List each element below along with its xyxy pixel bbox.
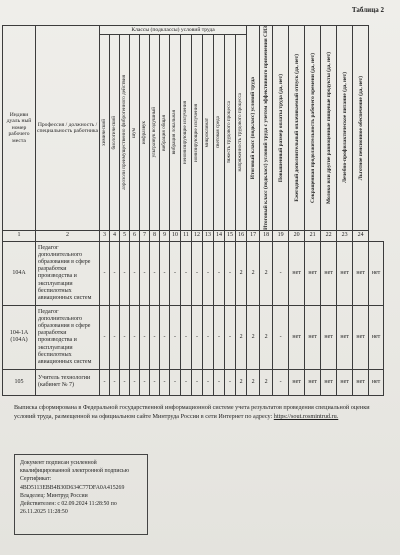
column-numbers-row xyxy=(3,230,384,241)
result-cell: нет xyxy=(321,305,337,369)
table-row xyxy=(3,305,384,369)
factor-cell: - xyxy=(225,369,236,395)
header-factor-9: ионизирующие излучения xyxy=(192,35,203,231)
result-cell: нет xyxy=(289,241,305,305)
factor-cell: - xyxy=(214,241,225,305)
result-cell: 2 xyxy=(247,369,260,395)
result-cell: нет xyxy=(289,369,305,395)
row-id: 104А xyxy=(3,241,36,305)
header-factor-5: ультразвук воздушный xyxy=(150,35,160,231)
footer-link[interactable]: https://sout.rosmintrud.ru. xyxy=(273,412,339,420)
factor-cell: - xyxy=(130,241,140,305)
row-profession: Учитель технологии (кабинет № 7) xyxy=(36,369,100,395)
col-num: 21 xyxy=(305,230,321,241)
result-cell: нет xyxy=(337,369,353,395)
table-caption: Таблица 2 xyxy=(351,6,384,14)
factor-cell: - xyxy=(181,241,192,305)
factor-cell: 2 xyxy=(236,305,247,369)
col-num: 2 xyxy=(36,230,100,241)
result-cell: нет xyxy=(321,369,337,395)
signature-cert-label: Сертификат: xyxy=(20,476,52,483)
col-num: 7 xyxy=(140,230,150,241)
header-other-3: Ежегодный дополнительный оплачиваемый отпуск (да, нет) xyxy=(289,26,305,231)
factor-cell: - xyxy=(170,241,181,305)
header-factor-13: напряженность трудового процесса xyxy=(236,35,247,231)
header-other-1: Итоговый класс (подкласс) условий труда с учетом эффективного применения СИЗ xyxy=(260,26,273,231)
factor-cell: - xyxy=(100,241,110,305)
result-cell: нет xyxy=(305,305,321,369)
signature-owner: Владелец: Минтруд России xyxy=(20,492,88,499)
factor-cell: - xyxy=(214,369,225,395)
factor-cell: - xyxy=(140,369,150,395)
result-cell: нет xyxy=(337,241,353,305)
factor-cell: - xyxy=(120,369,130,395)
factor-cell: - xyxy=(150,241,160,305)
factor-cell: - xyxy=(140,305,150,369)
row-id: 104-1А (104А) xyxy=(3,305,36,369)
factor-cell: - xyxy=(110,241,120,305)
header-other-7: Льготное пенсионное обеспечение (да, нет) xyxy=(353,26,369,231)
result-cell: нет xyxy=(369,305,384,369)
result-cell: 2 xyxy=(247,305,260,369)
result-cell: нет xyxy=(337,305,353,369)
header-id: Индиви дуаль ный номер рабочего места xyxy=(3,26,36,231)
result-cell: нет xyxy=(353,241,369,305)
col-num: 4 xyxy=(110,230,120,241)
factor-cell: - xyxy=(225,241,236,305)
col-num: 15 xyxy=(225,230,236,241)
footer-note xyxy=(14,404,386,422)
col-num: 12 xyxy=(192,230,203,241)
col-num: 16 xyxy=(236,230,247,241)
header-classes-group: Классы (подклассы) условий труда xyxy=(100,26,247,35)
header-factor-7: вибрация локальная xyxy=(170,35,181,231)
header-other-0: Итоговый класс (подкласс) условий труда xyxy=(247,26,260,231)
factor-cell: - xyxy=(192,241,203,305)
header-profession: Профессия / должность / специальность работника xyxy=(36,26,100,231)
factor-cell: - xyxy=(170,305,181,369)
result-cell: 2 xyxy=(247,241,260,305)
header-other-5: Молоко или другие равноценные пищевые продукты (да, нет) xyxy=(321,26,337,231)
factor-cell: - xyxy=(160,305,170,369)
factor-cell: - xyxy=(130,369,140,395)
result-cell: нет xyxy=(321,241,337,305)
result-cell: - xyxy=(273,305,289,369)
factor-cell: - xyxy=(100,369,110,395)
factor-cell: - xyxy=(181,369,192,395)
factor-cell: - xyxy=(120,241,130,305)
result-cell: нет xyxy=(369,241,384,305)
header-other-4: Сокращенная продолжительность рабочего времени (да, нет) xyxy=(305,26,321,231)
col-num: 1 xyxy=(3,230,36,241)
col-num: 11 xyxy=(181,230,192,241)
row-profession: Педагог дополнительного образования в сфере разработки производства и эксплуатации беспилотных авиационных систем xyxy=(36,241,100,305)
signature-cert: 4BD5113EBB4B30D634C77DFA0A415269 xyxy=(20,484,125,491)
result-cell: 2 xyxy=(260,305,273,369)
factor-cell: - xyxy=(100,305,110,369)
result-cell: нет xyxy=(289,305,305,369)
col-num: 14 xyxy=(214,230,225,241)
factor-cell: - xyxy=(140,241,150,305)
signature-valid: Действителен: с 02.09.2024 11:28:50 по 26.11.2025 11:28:50 xyxy=(20,501,117,516)
result-cell: - xyxy=(273,241,289,305)
factor-cell: - xyxy=(110,369,120,395)
header-factor-2: аэрозоли преимущественно фиброгенного действия xyxy=(120,35,130,231)
header-factor-11: световая среда xyxy=(214,35,225,231)
col-num: 19 xyxy=(273,230,289,241)
working-conditions-table xyxy=(2,25,384,396)
factor-cell: 2 xyxy=(236,241,247,305)
col-num: 6 xyxy=(130,230,140,241)
result-cell: 2 xyxy=(260,369,273,395)
col-num: 13 xyxy=(203,230,214,241)
header-factor-12: тяжесть трудового процесса xyxy=(225,35,236,231)
factor-cell: - xyxy=(214,305,225,369)
result-cell: нет xyxy=(305,241,321,305)
signature-line1: Документ подписан усиленной квалифицированной электронной подписью xyxy=(20,460,130,475)
factor-cell: - xyxy=(203,369,214,395)
header-factor-8: неионизирующие излучения xyxy=(181,35,192,231)
header-factor-0: химический xyxy=(100,35,110,231)
factor-cell: - xyxy=(120,305,130,369)
result-cell: нет xyxy=(305,369,321,395)
result-cell: 2 xyxy=(260,241,273,305)
col-num: 17 xyxy=(247,230,260,241)
result-cell: нет xyxy=(353,305,369,369)
factor-cell: - xyxy=(170,369,181,395)
table-row xyxy=(3,241,384,305)
factor-cell: - xyxy=(192,305,203,369)
row-id: 105 xyxy=(3,369,36,395)
header-factor-6: вибрация общая xyxy=(160,35,170,231)
header-factor-3: шум xyxy=(130,35,140,231)
result-cell: нет xyxy=(353,369,369,395)
header-other-2: Повышенный размер оплаты труда (да, нет) xyxy=(273,26,289,231)
header-other-6: Лечебно-профилактическое питание (да, нет) xyxy=(337,26,353,231)
factor-cell: - xyxy=(150,305,160,369)
col-num: 24 xyxy=(353,230,369,241)
col-num: 23 xyxy=(337,230,353,241)
col-num: 18 xyxy=(260,230,273,241)
result-cell: - xyxy=(273,369,289,395)
factor-cell: - xyxy=(150,369,160,395)
signature-stamp xyxy=(14,454,148,535)
col-num: 9 xyxy=(160,230,170,241)
col-num: 3 xyxy=(100,230,110,241)
col-num: 5 xyxy=(120,230,130,241)
table-row xyxy=(3,369,384,395)
header-factor-10: микроклимат xyxy=(203,35,214,231)
col-num: 22 xyxy=(321,230,337,241)
header-factor-1: биологический xyxy=(110,35,120,231)
factor-cell: - xyxy=(181,305,192,369)
factor-cell: - xyxy=(192,369,203,395)
factor-cell: - xyxy=(225,305,236,369)
factor-cell: - xyxy=(203,241,214,305)
header-factor-4: инфразвук xyxy=(140,35,150,231)
footer-text: Выписка сформирована в Федеральной государственной информационной системе учета результатов проведения специальной оценки условий труда, размещенной на официальном сайте Минтруда России в сети Интернет по адресу: xyxy=(14,404,370,420)
col-num: 10 xyxy=(170,230,181,241)
row-profession: Педагог дополнительного образования в сфере разработки производства и эксплуатации беспилотных авиационных систем xyxy=(36,305,100,369)
factor-cell: - xyxy=(110,305,120,369)
factor-cell: - xyxy=(160,241,170,305)
factor-cell: 2 xyxy=(236,369,247,395)
factor-cell: - xyxy=(160,369,170,395)
factor-cell: - xyxy=(203,305,214,369)
factor-cell: - xyxy=(130,305,140,369)
col-num: 8 xyxy=(150,230,160,241)
result-cell: нет xyxy=(369,369,384,395)
col-num: 20 xyxy=(289,230,305,241)
